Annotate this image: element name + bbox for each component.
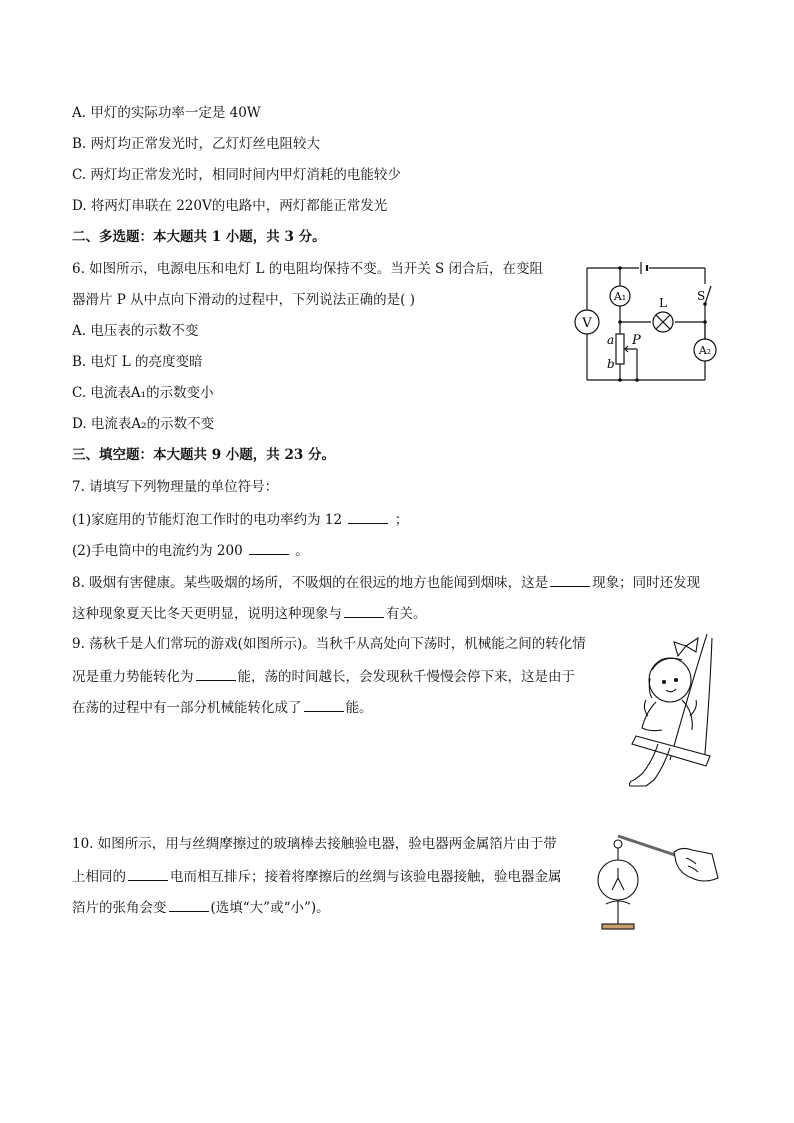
rheostat-end-a-label: a (607, 333, 615, 347)
q10-line3 (72, 897, 330, 917)
q9-blank1[interactable] (196, 666, 236, 681)
q8-blank1[interactable] (550, 572, 590, 587)
ammeter2-label: A₂ (698, 344, 712, 357)
switch-label: S (697, 289, 706, 303)
rheostat-end-b-label: b (607, 357, 615, 371)
q8-line2-end: 有关。 (386, 606, 427, 622)
q5-option-b: B. 两灯均正常发光时，乙灯灯丝电阻较大 (72, 136, 321, 152)
q6-option-a: A. 电压表的示数不变 (72, 323, 199, 339)
q6-stem-line2: 器滑片 P 从中点向下滑动的过程中，下列说法正确的是( ) (72, 292, 415, 308)
q7-part1 (72, 509, 408, 529)
q5-option-c: C. 两灯均正常发光时，相同时间内甲灯消耗的电能较少 (72, 167, 401, 183)
section-multi-choice-heading: 二、多选题：本大题共 1 小题，共 3 分。 (72, 229, 326, 245)
q6-option-b: B. 电灯 L 的亮度变暗 (72, 354, 203, 370)
q7-part2 (72, 540, 309, 560)
q7-stem: 7. 请填写下列物理量的单位符号： (72, 479, 279, 495)
section-fill-blank-heading: 三、填空题：本大题共 9 小题，共 23 分。 (72, 447, 335, 463)
q9-line2-text: 况是重力势能转化为 (72, 669, 194, 685)
q9-line3 (72, 697, 373, 717)
q10-line1: 10. 如图所示，用与丝绸摩擦过的玻璃棒去接触验电器，验电器两金属箔片由于带 (72, 836, 557, 852)
q7-part2-end: 。 (295, 543, 309, 559)
q8-line2 (72, 603, 427, 623)
q7-part1-text: (1)家庭用的节能灯泡工作时的电功率约为 12 (72, 512, 343, 528)
swing-girl-illustration (612, 632, 722, 792)
q8-line2-text: 这种现象夏天比冬天更明显，说明这种现象与 (72, 606, 342, 622)
q8-line1-end: 现象；同时还发现 (592, 575, 701, 591)
circuit-diagram (565, 262, 725, 384)
q7-blank2[interactable] (249, 540, 289, 555)
q7-part1-end: ； (394, 512, 409, 528)
q6-option-c: C. 电流表A₁的示数变小 (72, 385, 214, 401)
q8-line1-text: 8. 吸烟有害健康。某些吸烟的场所，不吸烟的在很远的地方也能闻到烟味，这是 (72, 575, 549, 591)
q7-blank1[interactable] (348, 509, 388, 524)
lamp-label: L (659, 296, 667, 310)
q8-line1 (72, 572, 700, 592)
q9-line3-text: 在荡的过程中有一部分机械能转化成了 (72, 700, 302, 716)
q10-blank1[interactable] (128, 866, 168, 881)
q9-blank2[interactable] (304, 697, 344, 712)
q6-stem-line1: 6. 如图所示，电源电压和电灯 L 的电阻均保持不变。当开关 S 闭合后，在变阻 (72, 261, 544, 277)
q10-line2-end: 电而相互排斥；接着将摩擦后的丝绸与该验电器接触，验电器金属 (170, 869, 562, 885)
voltmeter-label: V (582, 316, 592, 331)
q10-line2-text: 上相同的 (72, 869, 126, 885)
q10-blank2[interactable] (169, 897, 209, 912)
q9-line1: 9. 荡秋千是人们常玩的游戏(如图所示)。当秋千从高处向下荡时，机械能之间的转化情 (72, 636, 586, 652)
q6-option-d: D. 电流表A₂的示数不变 (72, 416, 215, 432)
q10-line2 (72, 866, 562, 886)
ammeter1-label: A₁ (613, 290, 627, 303)
q9-line2-end: 能，荡的时间越长，会发现秋千慢慢会停下来，这是由于 (237, 669, 575, 685)
q8-blank2[interactable] (344, 603, 384, 618)
slider-p-label: P (632, 333, 641, 348)
q10-line3-end: (选填“大”或“小”)。 (210, 900, 330, 916)
q5-option-a: A. 甲灯的实际功率一定是 40W (72, 105, 261, 121)
q10-line3-text: 箔片的张角会变 (72, 900, 167, 916)
electroscope-illustration (592, 828, 724, 934)
q5-option-d: D. 将两灯串联在 220V的电路中，两灯都能正常发光 (72, 198, 388, 214)
q9-line3-end: 能。 (345, 700, 373, 716)
q7-part2-text: (2)手电筒中的电流约为 200 (72, 543, 243, 559)
q9-line2 (72, 666, 575, 686)
